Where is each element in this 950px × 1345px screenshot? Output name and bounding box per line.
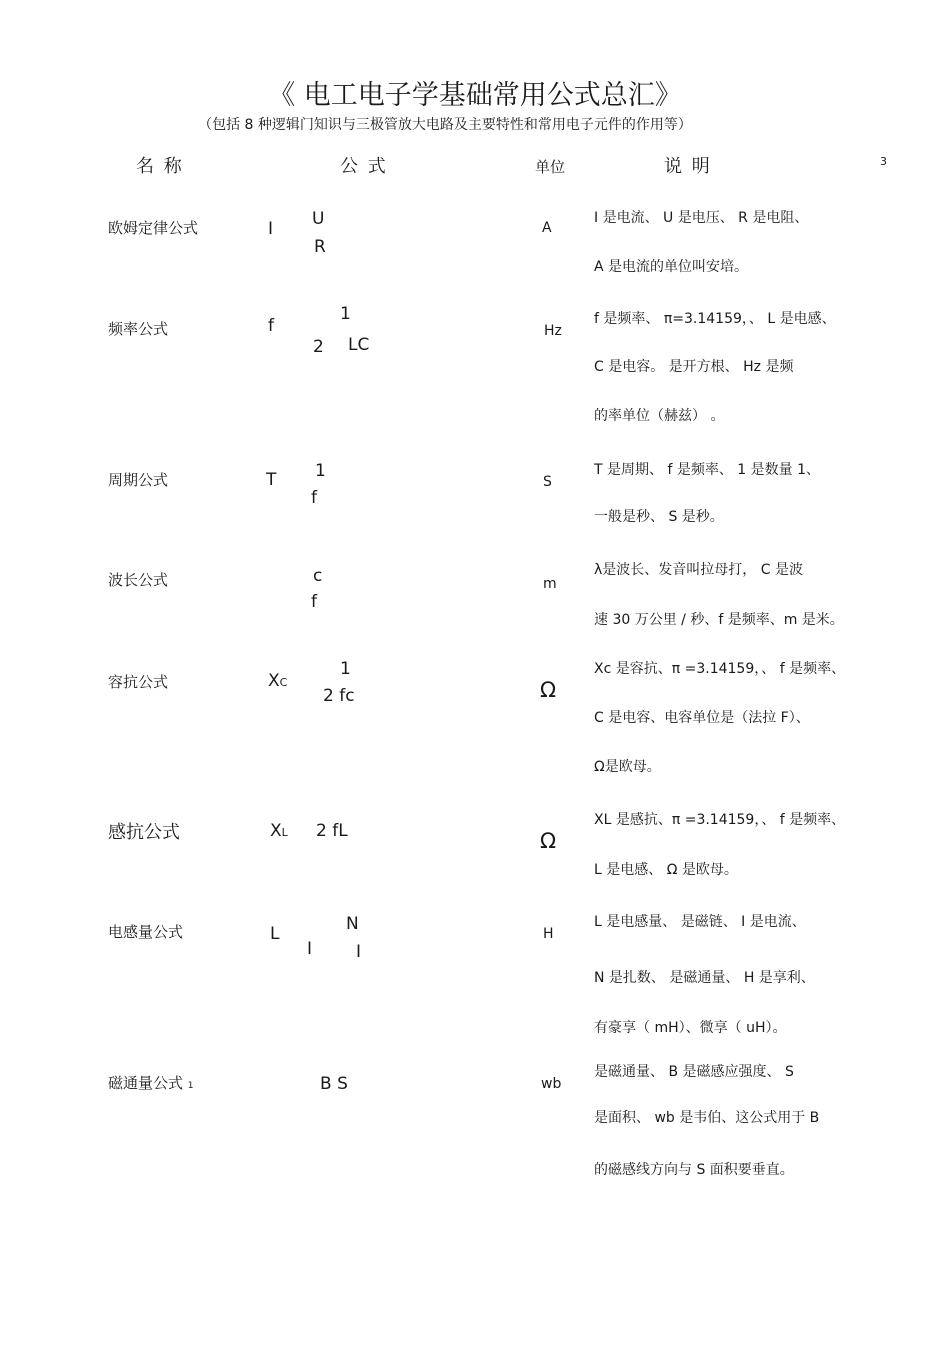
row-name: 频率公式 (108, 320, 169, 338)
row-description-line: 的磁感线方向与 S 面积要垂直。 (594, 1162, 794, 1178)
formula-symbol: I (268, 219, 274, 239)
row-description-line: 是面积、 wb 是韦伯、这公式用于 B (594, 1110, 820, 1126)
row-description-line: N 是扎数、 是磁通量、 H 是享利、 (594, 970, 815, 986)
row-description-line: Ω是欧母。 (594, 759, 661, 775)
row-description-line: f 是频率、 π=3.14159，、 L 是电感、 (594, 311, 836, 327)
row-description-line: I 是电流、 U 是电压、 R 是电阻、 (594, 210, 809, 226)
row-unit: Ω (540, 829, 557, 853)
row-unit: S (543, 474, 552, 490)
header-name: 名 称 (136, 156, 184, 177)
formula-symbol: f (268, 316, 274, 336)
row-description-line: XL 是感抗、π =3.14159，、 f 是频率、 (594, 812, 846, 828)
row-name: 电感量公式 (108, 923, 184, 941)
formula-symbol: T (266, 470, 277, 490)
row-name: 容抗公式 (108, 673, 169, 691)
row-description-line: Xc 是容抗、π =3.14159，、 f 是频率、 (594, 661, 846, 677)
header-unit: 单位 (535, 158, 566, 176)
row-description-line: 速 30 万公里 / 秒、f 是频率、m 是米。 (594, 612, 844, 628)
row-description-line: A 是电流的单位叫安培。 (594, 259, 749, 275)
row-unit: m (543, 576, 557, 592)
formula-numerator: 1 (340, 304, 351, 324)
row-description-line: T 是周期、 f 是频率、 1 是数量 1、 (594, 462, 820, 478)
formula-expression: B S (320, 1074, 348, 1094)
row-name: 欧姆定律公式 (108, 219, 199, 237)
header-description: 说 明 (664, 156, 712, 177)
row-name: 磁通量公式 1 (108, 1074, 194, 1092)
row-description-line: L 是电感量、 是磁链、 I 是电流、 (594, 914, 806, 930)
row-unit: Hz (544, 323, 562, 339)
row-unit: A (542, 220, 552, 236)
formula-denominator: I (356, 942, 362, 962)
row-description-line: λ是波长、发音叫拉母打， C 是波 (594, 562, 803, 578)
formula-symbol: XL (270, 821, 288, 841)
row-description-line: C 是电容。 是开方根、 Hz 是频 (594, 359, 794, 375)
formula-numerator: c (313, 566, 323, 586)
formula-denominator: LC (348, 335, 370, 355)
formula-denominator: R (314, 237, 326, 257)
formula-expression: 2 fL (316, 821, 348, 841)
page-number: 3 (880, 155, 887, 168)
formula-denominator: 2 (313, 337, 324, 357)
header-formula: 公 式 (340, 156, 388, 177)
formula-numerator: U (312, 209, 325, 229)
row-description-line: L 是电感、 Ω 是欧母。 (594, 862, 738, 878)
row-description-line: 的率单位（赫兹） 。 (594, 408, 725, 424)
formula-denominator: f (311, 488, 317, 508)
row-description-line: C 是电容、电容单位是（法拉 F）、 (594, 710, 810, 726)
formula-denominator: f (311, 592, 317, 612)
formula-denominator: I (307, 939, 313, 959)
row-description-line: 一般是秒、 S 是秒。 (594, 509, 724, 525)
row-description-line: 有豪享（ mH）、微享（ uH）。 (594, 1020, 787, 1036)
document-subtitle: （包括 8 种逻辑门知识与三极管放大电路及主要特性和常用电子元件的作用等） (198, 117, 692, 133)
formula-numerator: 1 (340, 659, 351, 679)
row-unit: wb (541, 1076, 562, 1092)
formula-numerator: N (346, 914, 359, 934)
row-unit: H (543, 926, 554, 942)
formula-symbol: L (270, 924, 280, 944)
row-unit: Ω (540, 678, 557, 702)
formula-symbol: XC (268, 671, 288, 691)
formula-denominator: 2 fc (323, 686, 355, 706)
row-description-line: 是磁通量、 B 是磁感应强度、 S (594, 1064, 794, 1080)
row-name: 周期公式 (108, 471, 169, 489)
formula-numerator: 1 (315, 461, 326, 481)
row-name: 波长公式 (108, 571, 169, 589)
document-title: 《 电工电子学基础常用公式总汇》 (268, 80, 682, 111)
row-name: 感抗公式 (108, 822, 180, 843)
